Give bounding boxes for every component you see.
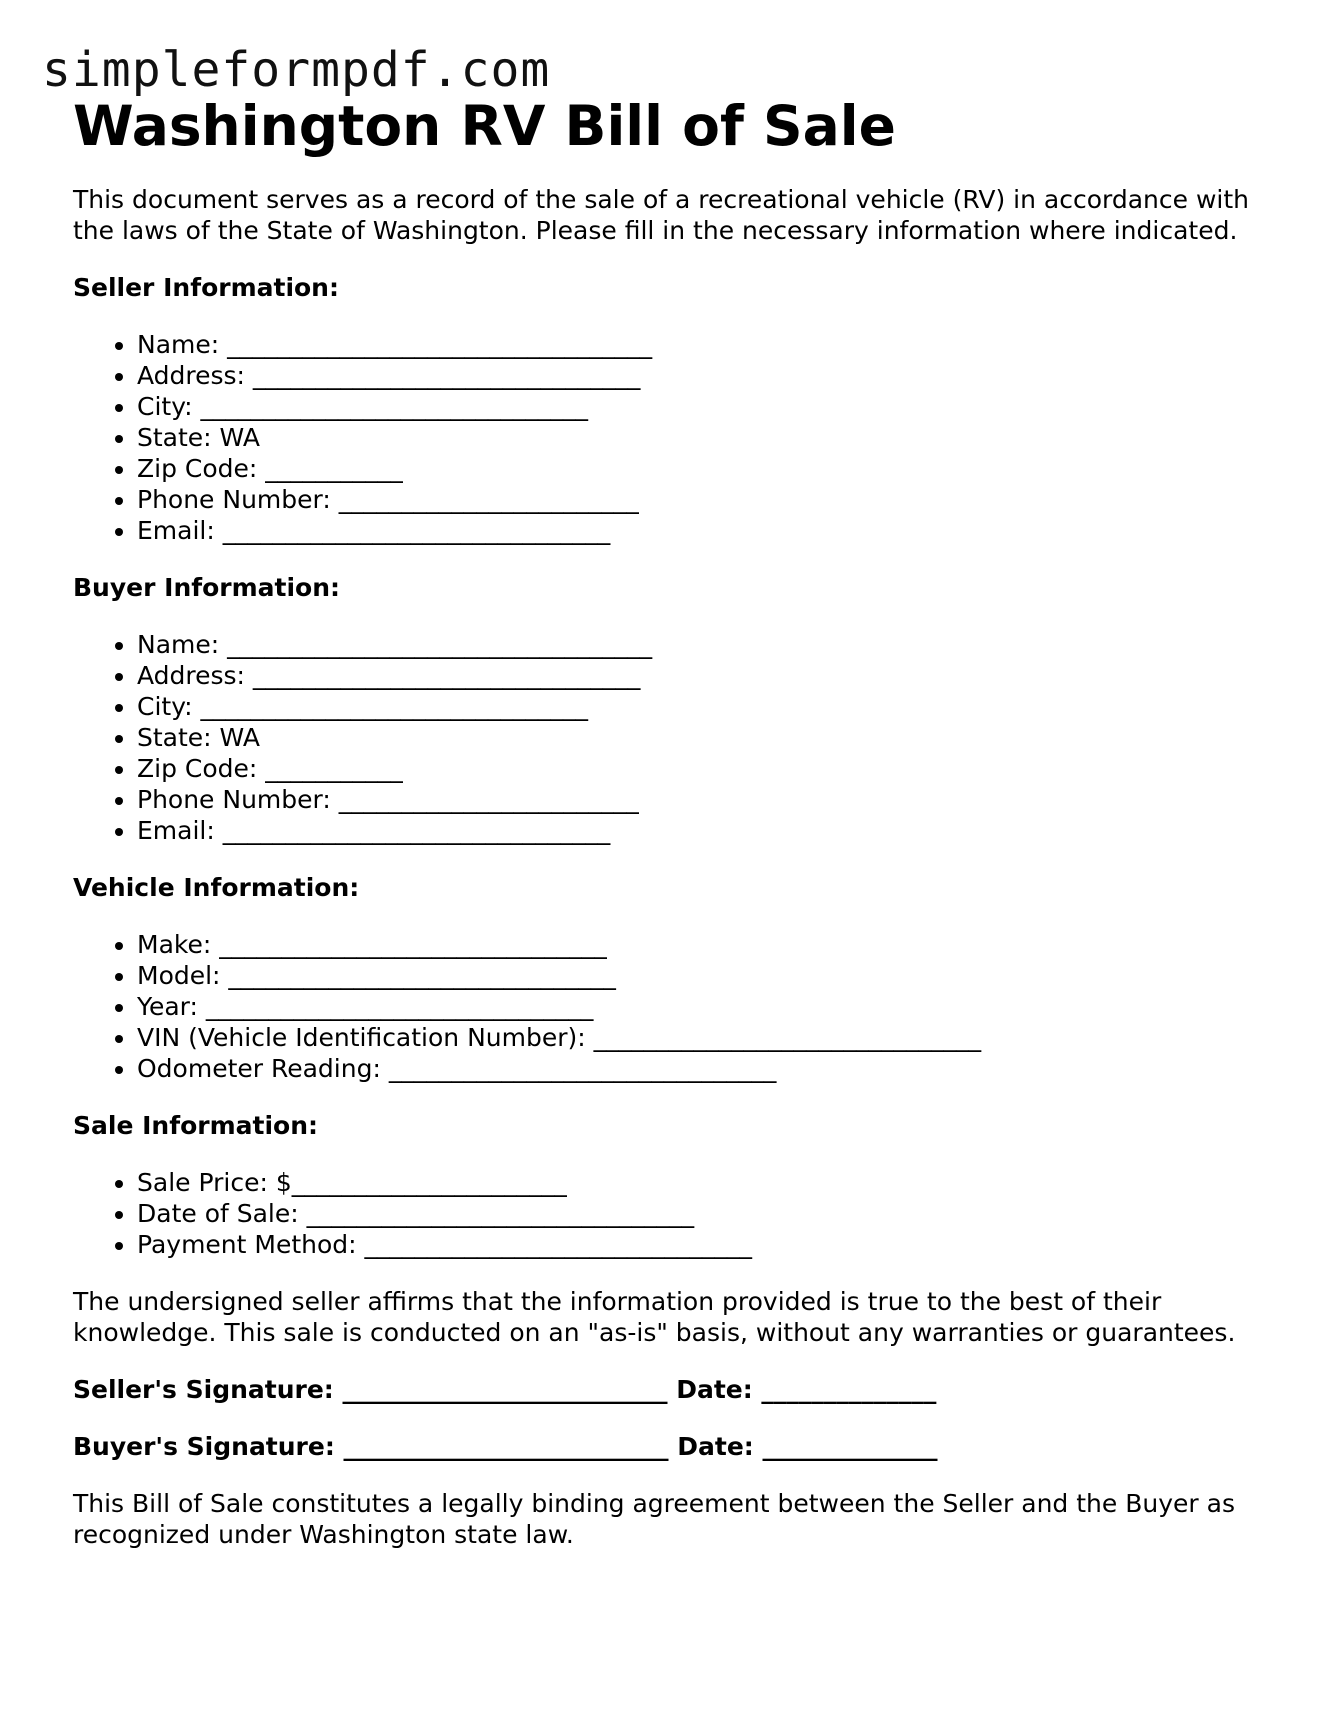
buyer-email-field[interactable]: • Email: _______________________________ [137,815,1253,846]
sale-date-field[interactable]: • Date of Sale: _______________________________ [137,1198,1253,1229]
seller-city-field[interactable]: • City: _______________________________ [137,391,1253,422]
buyer-city-field[interactable]: • City: _______________________________ [137,691,1253,722]
buyer-section-heading: Buyer Information: [73,573,341,602]
seller-signature-line[interactable]: Seller's Signature: __________________________ Date: ______________ [73,1375,937,1404]
seller-address-field[interactable]: • Address: _______________________________ [137,360,1253,391]
vehicle-info-list [73,929,1253,1084]
buyer-phone-field[interactable]: • Phone Number: ________________________ [137,784,1253,815]
closing-paragraph: This Bill of Sale constitutes a legally binding agreement between the Seller and the Buyer as recognized under Washington state law. [73,1489,1235,1549]
vehicle-year-field[interactable]: • Year: _______________________________ [137,991,1253,1022]
sale-info-list [73,1167,1253,1260]
seller-name-field[interactable]: • Name: __________________________________ [137,329,1253,360]
vehicle-model-field[interactable]: • Model: _______________________________ [137,960,1253,991]
vehicle-vin-field[interactable]: • VIN (Vehicle Identification Number): _______________________________ [137,1022,1253,1053]
buyer-zip-field[interactable]: • Zip Code: ___________ [137,753,1253,784]
vehicle-make-field[interactable]: • Make: _______________________________ [137,929,1253,960]
seller-state-field: • State: WA [137,422,1253,453]
buyer-name-field[interactable]: • Name: __________________________________ [137,629,1253,660]
seller-phone-field[interactable]: • Phone Number: ________________________ [137,484,1253,515]
buyer-signature-line[interactable]: Buyer's Signature: __________________________ Date: ______________ [73,1432,938,1461]
seller-email-field[interactable]: • Email: _______________________________ [137,515,1253,546]
seller-section-heading: Seller Information: [73,273,339,302]
buyer-info-list [73,629,1253,846]
seller-zip-field[interactable]: • Zip Code: ___________ [137,453,1253,484]
watermark: simpleformpdf.com [42,42,551,98]
payment-method-field[interactable]: • Payment Method: _______________________________ [137,1229,1253,1260]
affirmation-paragraph: The undersigned seller affirms that the information provided is true to the best of their knowledge. This sale is conducted on an "as-is" basis, without any warranties or guarantees. [73,1287,1236,1347]
sale-price-field[interactable]: • Sale Price: $______________________ [137,1167,1253,1198]
document-title: Washington RV Bill of Sale [73,94,896,158]
sale-section-heading: Sale Information: [73,1111,318,1140]
buyer-state-field: • State: WA [137,722,1253,753]
vehicle-section-heading: Vehicle Information: [73,873,360,902]
intro-paragraph: This document serves as a record of the sale of a recreational vehicle (RV) in accordance with the laws of the State of Washington. Please fill in the necessary information where indicated. [73,185,1250,245]
buyer-address-field[interactable]: • Address: _______________________________ [137,660,1253,691]
vehicle-odometer-field[interactable]: • Odometer Reading: _______________________________ [137,1053,1253,1084]
seller-info-list [73,329,1253,546]
document-body [73,94,1253,1550]
